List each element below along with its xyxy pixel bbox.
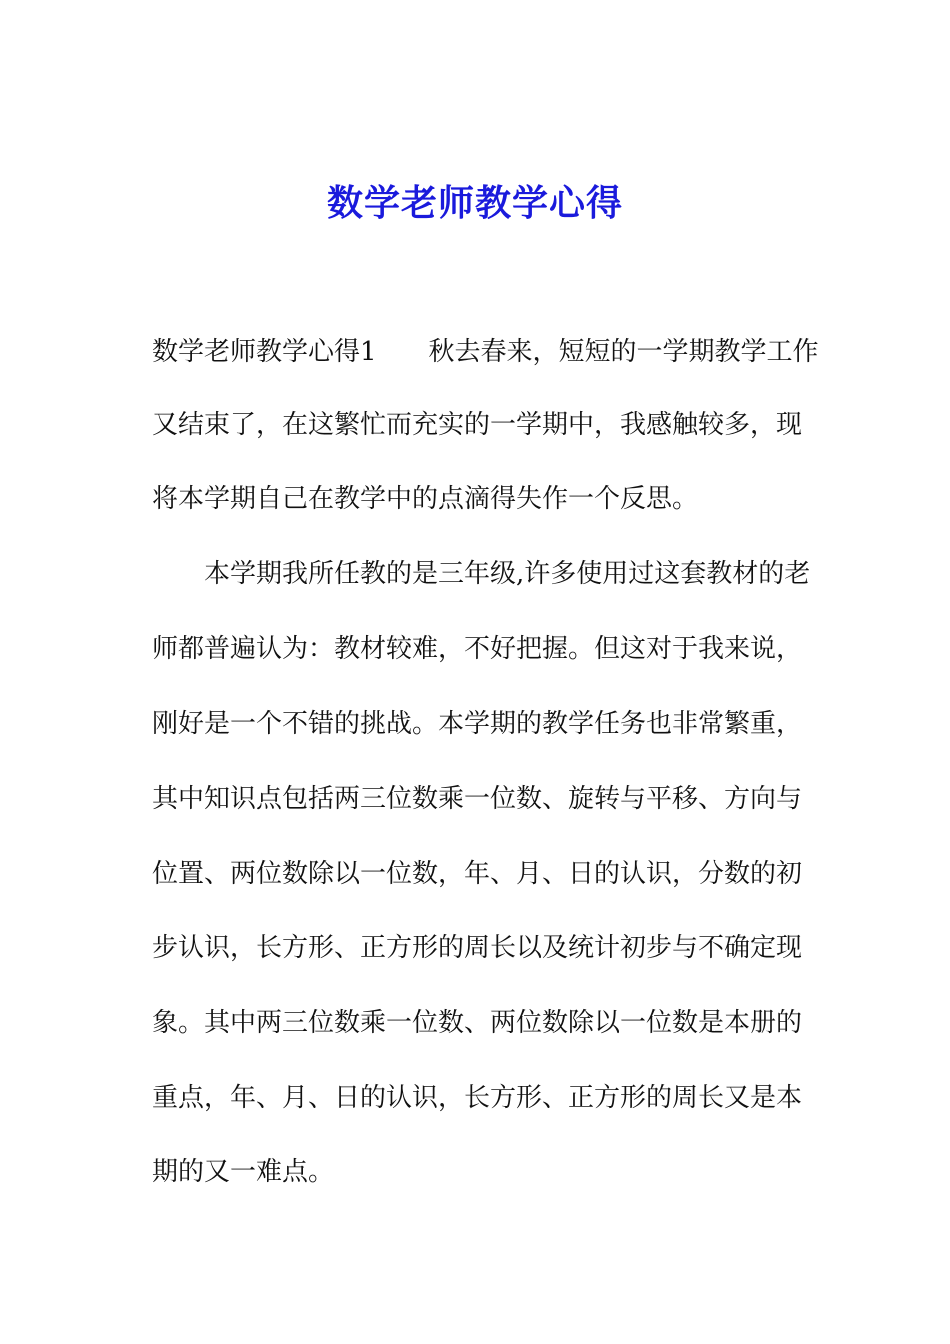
paragraph-line	[152, 332, 819, 372]
document-title: 数学老师教学心得	[326, 182, 623, 224]
paragraph-line: 象。其中两三位数乘一位数、两位数除以一位数是本册的	[152, 1008, 803, 1038]
paragraph-line: 刚好是一个不错的挑战。本学期的教学任务也非常繁重，	[152, 709, 803, 739]
paragraph-line: 期的又一难点。	[152, 1157, 335, 1187]
paragraph-line: 位置、两位数除以一位数，年、月、日的认识，分数的初	[152, 859, 803, 889]
paragraph-line-text: 本学期我所任教的是三年级,许多使用过这套教材的老	[204, 559, 811, 589]
paragraph-line: 步认识，长方形、正方形的周长以及统计初步与不确定现	[152, 933, 803, 963]
paragraph-line	[152, 554, 812, 594]
paragraph-line: 将本学期自己在教学中的点滴得失作一个反思。	[152, 484, 699, 514]
paragraph-line: 其中知识点包括两三位数乘一位数、旋转与平移、方向与	[152, 784, 803, 814]
paragraph-line: 师都普遍认为：教材较难，不好把握。但这对于我来说，	[152, 634, 803, 664]
paragraph-line-text: 秋去春来，短短的一学期教学工作	[428, 337, 819, 367]
paragraph-line: 又结束了，在这繁忙而充实的一学期中，我感触较多，现	[152, 410, 803, 440]
paragraph-line: 重点，年、月、日的认识，长方形、正方形的周长又是本	[152, 1083, 803, 1113]
section-label: 数学老师教学心得1	[152, 337, 377, 367]
